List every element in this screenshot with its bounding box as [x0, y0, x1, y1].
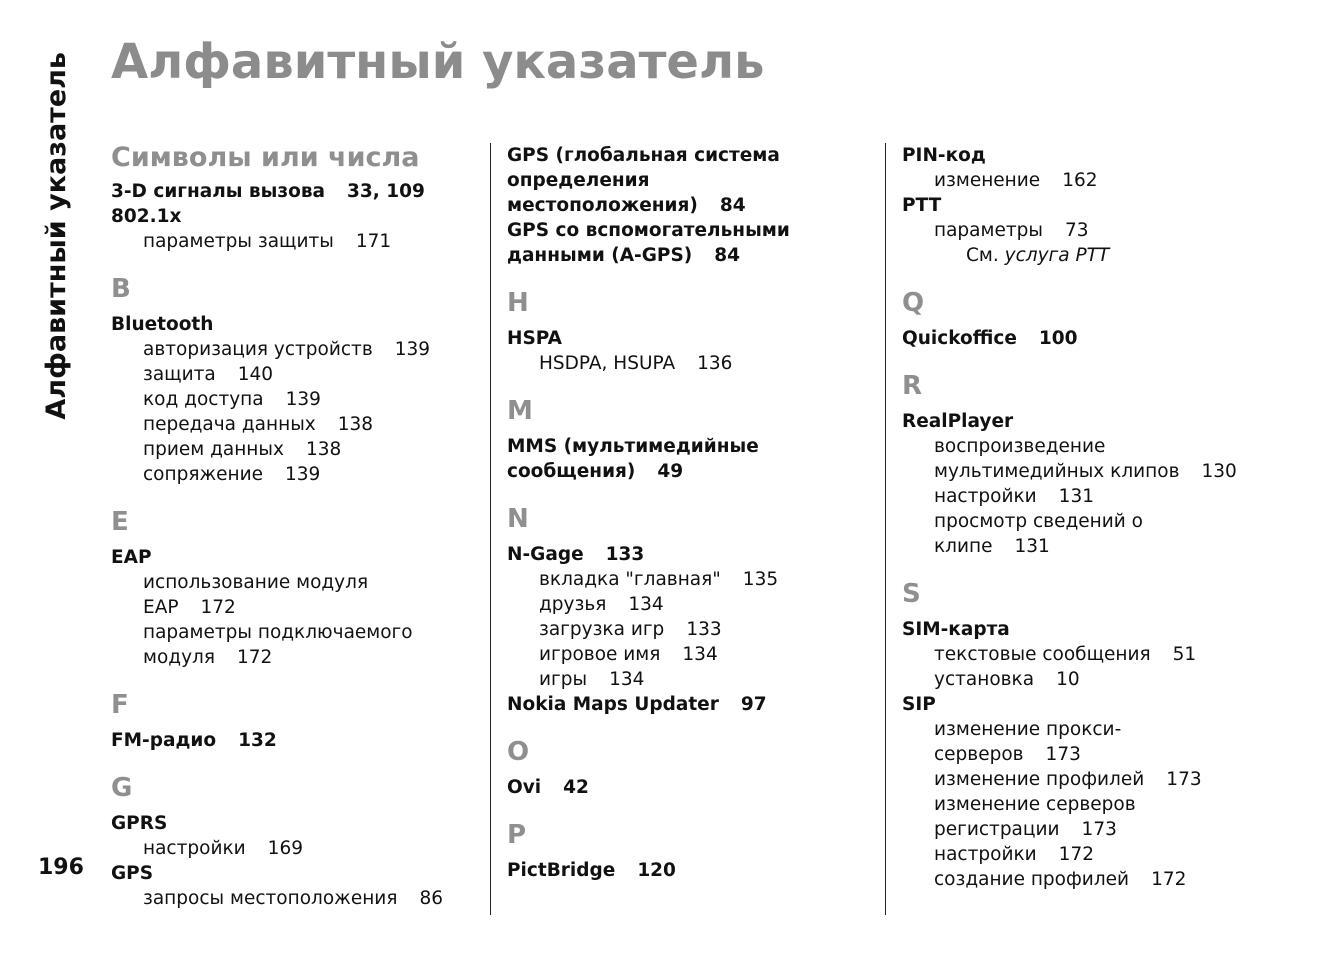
index-section [507, 820, 877, 883]
index-subentry [507, 642, 877, 667]
section-heading: B [111, 274, 131, 304]
index-subentry [902, 218, 1310, 243]
index-subentry [902, 168, 1310, 193]
section-heading: S [902, 579, 921, 609]
entry-text: клипе [934, 536, 993, 557]
entry-text: HSDPA, HSUPA [539, 353, 676, 374]
entry-text: EAP [111, 547, 152, 568]
entry-text: прием данных [143, 439, 284, 460]
entry-text: GPS со вспомогательными [507, 220, 790, 241]
index-entry [111, 811, 479, 836]
page-title: Алфавитный указатель [111, 34, 765, 90]
index-section [111, 690, 479, 753]
index-subentry [507, 592, 877, 617]
entry-page-numbers: 130 [1201, 461, 1237, 482]
index-subentry [111, 387, 479, 412]
entry-page-numbers: 84 [719, 195, 746, 216]
index-subentry [902, 717, 1310, 742]
entry-text: 3-D сигналы вызова [111, 181, 326, 202]
entry-text: Bluetooth [111, 314, 214, 335]
index-subentry [111, 362, 479, 387]
side-running-title [36, 40, 76, 432]
index-subentry [111, 886, 479, 911]
entry-text: PIN-код [902, 145, 986, 166]
entry-page-numbers: 131 [1014, 536, 1050, 557]
section-heading: E [111, 507, 129, 537]
index-section [507, 737, 877, 800]
entry-text: MMS (мультимедийные [507, 436, 759, 457]
index-entry [902, 692, 1310, 717]
entry-page-numbers: 172 [236, 647, 273, 668]
entry-text: игры [539, 669, 588, 690]
entry-text: GPS [111, 863, 154, 884]
index-column-1 [111, 143, 479, 931]
index-subentry [902, 534, 1310, 559]
entry-text: друзья [539, 594, 607, 615]
index-entry [507, 143, 877, 168]
index-entry [507, 218, 877, 243]
entry-text: игровое имя [539, 644, 661, 665]
index-subentry [111, 836, 479, 861]
entry-text: текстовые сообщения [934, 644, 1151, 665]
entry-page-numbers: 10 [1056, 669, 1080, 690]
entry-page-numbers: 162 [1062, 170, 1098, 191]
entry-text: FM-радио [111, 730, 217, 751]
index-section [111, 773, 479, 911]
entry-text: мультимедийных клипов [934, 461, 1180, 482]
entry-text: GPRS [111, 813, 168, 834]
index-section [111, 507, 479, 670]
entry-text: изменение профилей [934, 769, 1145, 790]
column-divider [885, 143, 886, 915]
index-section [902, 288, 1310, 351]
entry-text: Quickoffice [902, 328, 1017, 349]
entry-text: изменение [934, 170, 1041, 191]
entry-page-numbers: 172 [200, 597, 236, 618]
entry-text: настройки [143, 838, 246, 859]
entry-text: SIP [902, 694, 936, 715]
entry-text: 802.1x [111, 206, 182, 227]
entry-page-numbers: 139 [285, 389, 321, 410]
index-section [507, 288, 877, 376]
entry-text: параметры подключаемого [143, 622, 413, 643]
section-heading: P [507, 820, 527, 850]
entry-text: изменение серверов [934, 794, 1136, 815]
index-section [507, 504, 877, 717]
index-see-reference [902, 243, 1310, 268]
entry-text: авторизация устройств [143, 339, 373, 360]
entry-page-numbers: 100 [1038, 328, 1078, 349]
index-subentry [111, 337, 479, 362]
index-entry [507, 326, 877, 351]
entry-page-numbers: 97 [740, 694, 767, 715]
entry-text: GPS (глобальная система [507, 145, 780, 166]
entry-text: загрузка игр [539, 619, 665, 640]
section-heading: F [111, 690, 129, 720]
index-entry [902, 143, 1310, 168]
entry-page-numbers: 135 [742, 569, 779, 590]
entry-text: местоположения) [507, 195, 698, 216]
entry-page-numbers: 86 [419, 888, 443, 909]
index-entry [507, 775, 877, 800]
index-entry [111, 312, 479, 337]
section-heading: G [111, 773, 133, 803]
section-heading: M [507, 396, 533, 426]
index-entry [507, 434, 877, 459]
index-subentry [902, 867, 1310, 892]
index-column-2 [507, 143, 877, 903]
entry-page-numbers: 139 [285, 464, 321, 485]
entry-page-numbers: 84 [714, 245, 740, 266]
entry-page-numbers: 139 [394, 339, 431, 360]
entry-text: настройки [934, 486, 1037, 507]
entry-text: RealPlayer [902, 411, 1014, 432]
entry-page-numbers: 136 [697, 353, 733, 374]
index-subentry [902, 509, 1310, 534]
entry-page-numbers: 133 [605, 544, 645, 565]
index-entry [111, 179, 479, 204]
section-heading: Q [902, 288, 925, 318]
entry-text: HSPA [507, 328, 562, 349]
entry-page-numbers: 73 [1064, 220, 1089, 241]
index-subentry [902, 459, 1310, 484]
index-subentry [111, 620, 479, 645]
index-entry [507, 542, 877, 567]
index-subentry [507, 351, 877, 376]
side-running-title-text: Алфавитный указатель [40, 52, 72, 420]
entry-page-numbers: 173 [1045, 744, 1081, 765]
entry-text: N-Gage [507, 544, 584, 565]
index-subentry [111, 645, 479, 670]
index-section [111, 274, 479, 487]
index-entry [507, 459, 877, 484]
entry-text: PTT [902, 195, 942, 216]
index-section [902, 143, 1310, 268]
index-subentry [111, 570, 479, 595]
index-subentry [507, 667, 877, 692]
index-entry [507, 168, 877, 193]
section-heading: Символы или числа [111, 142, 420, 173]
index-subentry [902, 742, 1310, 767]
index-section [902, 579, 1310, 892]
index-entry [507, 858, 877, 883]
entry-text: воспроизведение [934, 436, 1106, 457]
entry-text: серверов [934, 744, 1024, 765]
entry-text: данными (A-GPS) [507, 245, 693, 266]
entry-text: EAP [143, 597, 179, 618]
index-entry [111, 728, 479, 753]
section-heading: O [507, 737, 530, 767]
entry-page-numbers: 172 [1151, 869, 1187, 890]
entry-page-numbers: 171 [355, 231, 392, 252]
index-subentry [902, 642, 1310, 667]
index-entry [111, 204, 479, 229]
entry-text: сообщения) [507, 461, 636, 482]
entry-text: PictBridge [507, 860, 616, 881]
index-subentry [902, 817, 1310, 842]
index-section [507, 143, 877, 268]
index-entry [111, 861, 479, 886]
entry-text: код доступа [143, 389, 264, 410]
index-subentry [902, 792, 1310, 817]
section-heading: N [507, 504, 529, 534]
index-entry [902, 617, 1310, 642]
index-subentry [902, 434, 1310, 459]
entry-page-numbers: 134 [682, 644, 718, 665]
entry-page-numbers: 42 [563, 777, 589, 798]
see-prefix: См. [966, 245, 999, 266]
page-number: 196 [38, 855, 84, 880]
section-heading: R [902, 371, 923, 401]
index-entry [902, 193, 1310, 218]
index-section [902, 371, 1310, 559]
index-section [111, 143, 479, 254]
index-subentry [111, 437, 479, 462]
entry-text: параметры защиты [143, 231, 334, 252]
index-subentry [902, 484, 1310, 509]
entry-text: модуля [143, 647, 215, 668]
entry-page-numbers: 133 [686, 619, 722, 640]
entry-page-numbers: 173 [1166, 769, 1202, 790]
entry-page-numbers: 169 [267, 838, 303, 859]
index-subentry [902, 767, 1310, 792]
entry-page-numbers: 132 [238, 730, 277, 751]
entry-page-numbers: 131 [1058, 486, 1094, 507]
index-column-3 [902, 143, 1310, 912]
entry-page-numbers: 138 [337, 414, 374, 435]
section-heading: H [507, 288, 529, 318]
entry-text: запросы местоположения [143, 888, 398, 909]
index-section [507, 396, 877, 484]
index-subentry [111, 412, 479, 437]
entry-page-numbers: 33, 109 [347, 181, 425, 202]
index-entry [902, 409, 1310, 434]
entry-text: параметры [934, 220, 1043, 241]
entry-text: настройки [934, 844, 1037, 865]
index-entry [507, 243, 877, 268]
entry-page-numbers: 172 [1058, 844, 1094, 865]
index-entry [507, 692, 877, 717]
index-subentry [507, 617, 877, 642]
entry-page-numbers: 49 [657, 461, 684, 482]
entry-page-numbers: 134 [609, 669, 645, 690]
entry-text: защита [143, 364, 216, 385]
see-target: услуга PTT [1004, 245, 1110, 266]
entry-text: Ovi [507, 777, 542, 798]
entry-page-numbers: 51 [1172, 644, 1197, 665]
entry-text: Nokia Maps Updater [507, 694, 719, 715]
entry-text: вкладка "главная" [539, 569, 721, 590]
entry-text: просмотр сведений о [934, 511, 1143, 532]
entry-text: SIM-карта [902, 619, 1010, 640]
entry-text: использование модуля [143, 572, 369, 593]
index-subentry [902, 667, 1310, 692]
index-subentry [111, 229, 479, 254]
index-entry [902, 326, 1310, 351]
entry-page-numbers: 134 [628, 594, 664, 615]
index-subentry [902, 842, 1310, 867]
entry-page-numbers: 173 [1081, 819, 1117, 840]
entry-text: создание профилей [934, 869, 1130, 890]
entry-page-numbers: 120 [637, 860, 676, 881]
entry-text: передача данных [143, 414, 316, 435]
index-subentry [111, 462, 479, 487]
index-subentry [507, 567, 877, 592]
entry-text: регистрации [934, 819, 1060, 840]
index-entry [507, 193, 877, 218]
entry-text: определения [507, 170, 650, 191]
index-subentry [111, 595, 479, 620]
entry-text: установка [934, 669, 1035, 690]
index-entry [111, 545, 479, 570]
entry-page-numbers: 140 [237, 364, 274, 385]
column-divider [490, 143, 491, 915]
entry-text: изменение прокси- [934, 719, 1122, 740]
entry-text: сопряжение [143, 464, 264, 485]
entry-page-numbers: 138 [305, 439, 342, 460]
